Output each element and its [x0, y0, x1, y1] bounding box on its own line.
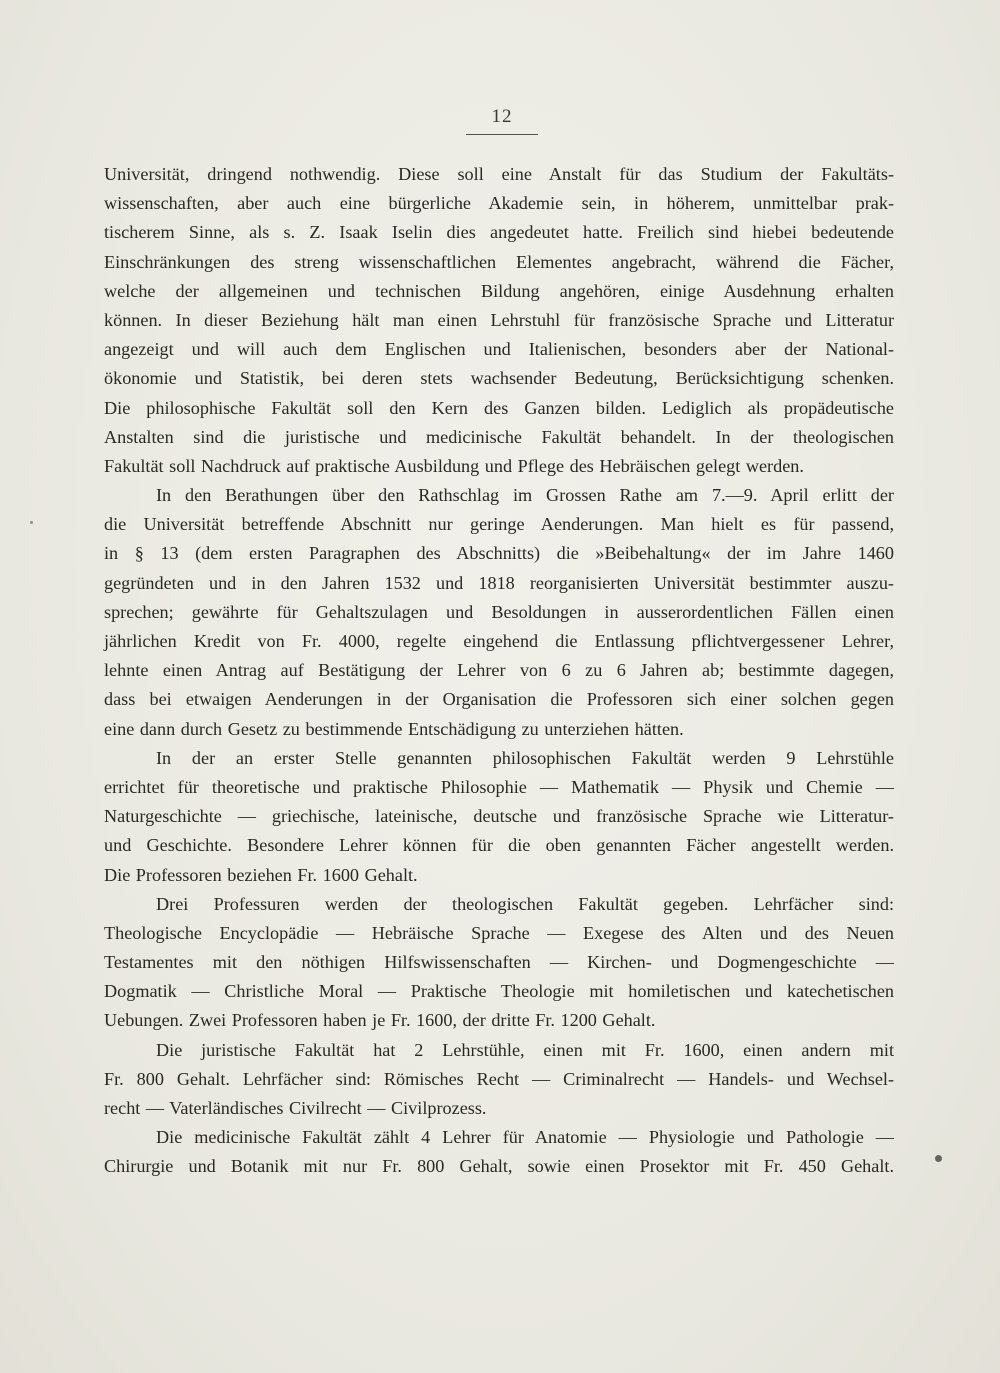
text-line: ökonomie und Statistik, bei deren stets wachsender Bedeutung, Berücksichtigung schenken. — [104, 368, 894, 389]
text-line: gegründeten und in den Jahren 1532 und 1818 reorganisierten Universität bestimmter auszu- — [104, 572, 894, 593]
text-line: Die medicinische Fakultät zählt 4 Lehrer für Anatomie — Physiologie und Pathologie — — [156, 1127, 894, 1148]
text-line: Universität, dringend nothwendig. Diese soll eine Anstalt für das Studium der Fakultäts- — [104, 164, 894, 184]
ink-speck — [30, 521, 33, 524]
text-line: Fakultät soll Nachdruck auf praktische Ausbildung und Pflege des Hebräischen gelegt werden. — [104, 455, 804, 476]
text-line: Chirurgie und Botanik mit nur Fr. 800 Gehalt, sowie einen Prosektor mit Fr. 450 Gehalt. — [104, 1156, 894, 1177]
text-line: Testamentes mit den nöthigen Hilfswissenschaften — Kirchen- und Dogmengeschichte — — [104, 952, 894, 973]
text-line: und Geschichte. Besondere Lehrer können für die oben genannten Fächer angestellt werden. — [104, 835, 894, 856]
text-line: jährlichen Kredit von Fr. 4000, regelte eingehend die Entlassung pflichtvergessener Lehrer, — [104, 631, 894, 651]
text-line: Uebungen. Zwei Professoren haben je Fr. 1600, der dritte Fr. 1200 Gehalt. — [104, 1010, 656, 1031]
text-line: in § 13 (dem ersten Paragraphen des Abschnitts) die »Beibehaltung« der im Jahre 1460 — [104, 543, 894, 564]
text-line: angezeigt und will auch dem Englischen und Italienischen, besonders aber der National- — [104, 339, 894, 360]
text-line: Einschränkungen des streng wissenschaftlichen Elementes angebracht, während die Fächer, — [104, 251, 894, 272]
text-line: Die philosophische Fakultät soll den Kern des Ganzen bilden. Lediglich als propädeutische — [104, 397, 894, 418]
text-line: eine dann durch Gesetz zu bestimmende Entschädigung zu unterziehen hätten. — [104, 718, 684, 739]
text-line: die Universität betreffende Abschnitt nur geringe Aenderungen. Man hielt es für passend, — [104, 514, 894, 535]
text-line: Fr. 800 Gehalt. Lehrfächer sind: Römisches Recht — Criminalrecht — Handels- und Wechsel- — [104, 1068, 894, 1089]
text-line: Naturgeschichte — griechische, lateinische, deutsche und französische Sprache wie Litteratur- — [104, 806, 894, 827]
text-line: In der an erster Stelle genannten philosophischen Fakultät werden 9 Lehrstühle — [156, 747, 894, 768]
text-line: Dogmatik — Christliche Moral — Praktische Theologie mit homiletischen und katechetischen — [104, 981, 894, 1002]
text-line: dass bei etwaigen Aenderungen in der Organisation die Professoren sich einer solchen gegen — [104, 689, 894, 710]
page-number-rule — [466, 134, 538, 135]
text-line: können. In dieser Beziehung hält man einen Lehrstuhl für französische Sprache und Litteratur — [104, 309, 894, 330]
text-line: lehnte einen Antrag auf Bestätigung der Lehrer von 6 zu 6 Jahren ab; bestimmte dagegen, — [104, 660, 894, 681]
text-line: sprechen; gewährte für Gehaltszulagen und Besoldungen in ausserordentlichen Fällen einen — [104, 601, 894, 622]
text-line: In den Berathungen über den Rathschlag im Grossen Rathe am 7.—9. April erlitt der — [156, 485, 894, 506]
text-line: Die Professoren beziehen Fr. 1600 Gehalt. — [104, 864, 418, 885]
text-line: Anstalten sind die juristische und medicinische Fakultät behandelt. In der theologischen — [104, 426, 894, 447]
text-line: errichtet für theoretische und praktische Philosophie — Mathematik — Physik und Chemie — — [104, 776, 894, 797]
text-line: Theologische Encyclopädie — Hebräische Sprache — Exegese des Alten und des Neuen — [104, 922, 894, 943]
text-line: Drei Professuren werden der theologischen Fakultät gegeben. Lehrfächer sind: — [156, 893, 894, 914]
text-line: wissenschaften, aber auch eine bürgerliche Akademie sein, in höherem, unmittelbar prak- — [104, 193, 894, 214]
text-line: recht — Vaterländisches Civilrecht — Civilprozess. — [104, 1098, 487, 1118]
body-text — [104, 160, 894, 1182]
text-line: Die juristische Fakultät hat 2 Lehrstühle, einen mit Fr. 1600, einen andern mit — [156, 1039, 894, 1060]
text-line: welche der allgemeinen und technischen Bildung angehören, einige Ausdehnung erhalten — [104, 280, 894, 301]
page-number: 12 — [491, 106, 513, 127]
ink-speck — [935, 1155, 942, 1162]
text-line: tischerem Sinne, als s. Z. Isaak Iselin dies angedeutet hatte. Freilich sind hiebei bedeutende — [104, 222, 894, 243]
